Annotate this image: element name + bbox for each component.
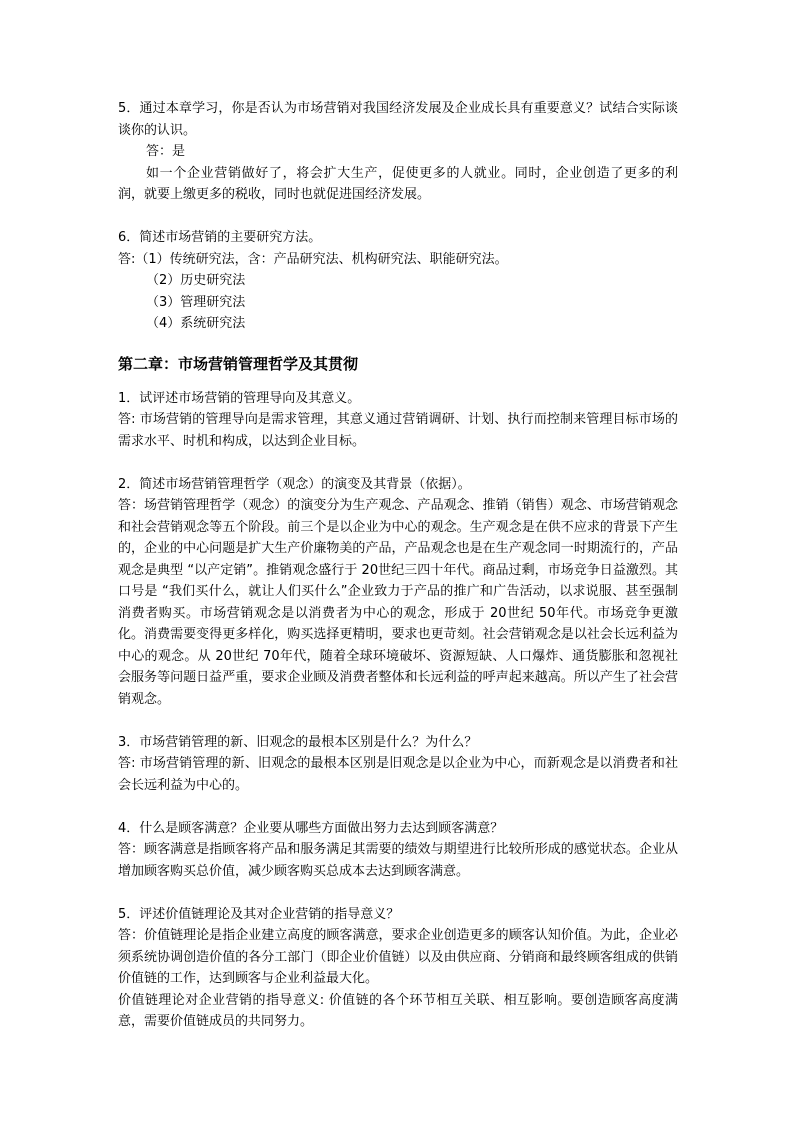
ch2-answer-1: 答: 市场营销的管理导向是需求管理，其意义通过营销调研、计划、执行而控制来管理目标市场的需求水平、时机和构成，以达到企业目标。: [118, 412, 678, 449]
ch2-question-1: 1．试评述市场营销的管理导向及其意义。: [118, 390, 361, 406]
ch2-question-5: 5．评述价值链理论及其对企业营销的指导意义？: [118, 906, 400, 922]
ch2-answer-3: 答: 市场营销管理的新、旧观念的最根本区别是旧观念是以企业为中心，而新观念是以消费者和社会长远利益为中心的。: [118, 756, 678, 793]
chapter-2-title: 第二章：市场营销管理哲学及其贯彻: [118, 354, 359, 373]
answer-6-item-4: （4）系统研究法: [146, 316, 246, 331]
ch2-answer-2: 答：场营销管理哲学（观念）的演变分为生产观念、产品观念、推销（销售）观念、市场营销观念和社会营销观念等五个阶段。前三个是以企业为中心的观念。生产观念是在供不应求的背景下产生的，企业的中心问题是扩大生产价廉物美的产品，产品观念也是在生产观念同一时期流行的，产品观念是典型 “以产定销”。推销观念盛行于 20世纪三四十年代。商品过剩，市场竞争日益激烈。其口号是 “我们买什么，就让人们买什么”企业致力于产品的推广和广告活动，以求说服、甚至强制消费者购买。市场营销观念是以消费者为中心的观念，形成于 20世纪 50年代。市场竞争更激化。消费需要变得更多样化，购买选择更精明，要求也更苛刻。社会营销观念是以社会长远利益为中心的观念。从 20世纪 70年代，随着全球环境破坏、资源短缺、人口爆炸、通货膨胀和忽视社会服务等问题日益严重，要求企业顾及消费者整体和长远利益的呼声起来越高。所以产生了社会营销观念。: [118, 498, 678, 707]
ch2-question-3: 3．市场营销管理的新、旧观念的最根本区别是什么？为什么？: [118, 734, 478, 750]
answer-6-item-1: 答:（1）传统研究法，含：产品研究法、机构研究法、职能研究法。: [118, 251, 508, 267]
ch2-question-2: 2．简述市场营销管理哲学（观念）的演变及其背景（依据）。: [118, 476, 471, 492]
ch2-question-4: 4．什么是顾客满意？企业要从哪些方面做出努力去达到顾客满意？: [118, 820, 504, 836]
ch2-answer-4: 答：顾客满意是指顾客将产品和服务满足其需要的绩效与期望进行比较所形成的感觉状态。企业从增加顾客购买总价值，减少顾客购买总成本去达到顾客满意。: [118, 842, 678, 879]
answer-6-item-2: （2）历史研究法: [146, 273, 246, 288]
document-page: [118, 98, 678, 1033]
answer-5-label: 答：是: [146, 144, 186, 159]
ch2-answer-5-part-1: 答：价值链理论是指企业建立高度的顾客满意，要求企业创造更多的顾客认知价值。为此，企业必须系统协调创造价值的各分工部门（即企业价值链）以及由供应商、分销商和最终顾客组成的供销价值链的工作，达到顾客与企业利益最大化。: [118, 928, 678, 986]
question-5: 5．通过本章学习，你是否认为市场营销对我国经济发展及企业成长具有重要意义？试结合实际谈谈你的认识。: [118, 101, 678, 138]
ch2-answer-5-part-2: 价值链理论对企业营销的指导意义: 价值链的各个环节相互关联、相互影响。要创造顾客高度满意，需要价值链成员的共同努力。: [118, 992, 678, 1029]
answer-6-item-3: （3）管理研究法: [146, 294, 246, 310]
question-6: 6．简述市场营销的主要研究方法。: [118, 230, 322, 245]
answer-5-text: 如一个企业营销做好了，将会扩大生产，促使更多的人就业。同时，企业创造了更多的利润，就要上缴更多的税收，同时也就促进国经济发展。: [118, 165, 678, 202]
